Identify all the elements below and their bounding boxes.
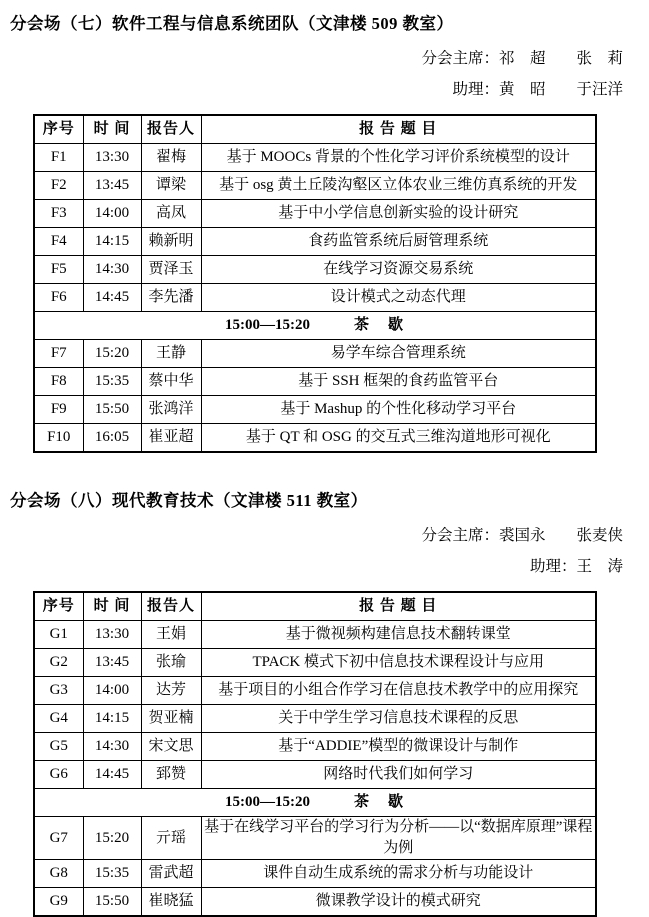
talk-title: 课件自动生成系统的需求分析与功能设计 xyxy=(201,860,596,888)
talk-title: 基于微视频构建信息技术翻转课堂 xyxy=(201,621,596,649)
talk-time: 15:50 xyxy=(83,396,141,424)
talk-speaker: 赖新明 xyxy=(141,228,201,256)
talk-id: F8 xyxy=(34,368,83,396)
talk-speaker: 雷武超 xyxy=(141,860,201,888)
talk-speaker: 蔡中华 xyxy=(141,368,201,396)
talk-title: 基于“ADDIE”模型的微课设计与制作 xyxy=(201,733,596,761)
talk-title: 网络时代我们如何学习 xyxy=(201,761,596,789)
talk-title: TPACK 模式下初中信息技术课程设计与应用 xyxy=(201,649,596,677)
talk-title: 易学车综合管理系统 xyxy=(201,340,596,368)
talk-row xyxy=(34,284,596,312)
talk-speaker: 贾泽玉 xyxy=(141,256,201,284)
talk-row xyxy=(34,228,596,256)
talk-row xyxy=(34,200,596,228)
talk-id: G9 xyxy=(34,888,83,917)
talk-id: G4 xyxy=(34,705,83,733)
talk-speaker: 亓瑶 xyxy=(141,817,201,860)
talk-id: G1 xyxy=(34,621,83,649)
break-time: 15:00—15:20 xyxy=(224,317,310,333)
talk-row xyxy=(34,144,596,172)
talk-id: G8 xyxy=(34,860,83,888)
talk-id: G5 xyxy=(34,733,83,761)
talk-title: 微课教学设计的模式研究 xyxy=(201,888,596,917)
talk-id: F5 xyxy=(34,256,83,284)
talk-time: 15:50 xyxy=(83,888,141,917)
talk-row xyxy=(34,733,596,761)
session-title: 分会场（七）软件工程与信息系统团队（文津楼 509 教室） xyxy=(10,14,454,33)
talk-time: 14:45 xyxy=(83,761,141,789)
talk-title: 基于 SSH 框架的食药监管平台 xyxy=(201,368,596,396)
talk-row xyxy=(34,677,596,705)
talk-time: 15:20 xyxy=(83,817,141,860)
talk-speaker: 高凤 xyxy=(141,200,201,228)
talk-id: F3 xyxy=(34,200,83,228)
talk-title: 在线学习资源交易系统 xyxy=(201,256,596,284)
talk-id: G3 xyxy=(34,677,83,705)
break-label: 茶 歇 xyxy=(353,317,405,333)
col-header-time: 时 间 xyxy=(83,592,141,621)
col-header-speaker: 报告人 xyxy=(141,115,201,144)
col-header-id: 序号 xyxy=(34,115,83,144)
talk-time: 14:00 xyxy=(83,677,141,705)
talk-speaker: 李先潘 xyxy=(141,284,201,312)
talk-id: F2 xyxy=(34,172,83,200)
talk-speaker: 谭梁 xyxy=(141,172,201,200)
talk-title: 基于中小学信息创新实验的设计研究 xyxy=(201,200,596,228)
talk-row xyxy=(34,649,596,677)
session-assistant-line: 助理：王 涛 xyxy=(529,558,623,575)
talk-title: 基于项目的小组合作学习在信息技术教学中的应用探究 xyxy=(201,677,596,705)
talk-speaker: 达芳 xyxy=(141,677,201,705)
talk-speaker: 张鸿洋 xyxy=(141,396,201,424)
break-cell xyxy=(34,789,596,817)
break-row xyxy=(34,789,596,817)
break-time: 15:00—15:20 xyxy=(224,794,310,810)
talk-time: 16:05 xyxy=(83,424,141,453)
talk-title: 基于 Mashup 的个性化移动学习平台 xyxy=(201,396,596,424)
session-schedule-table xyxy=(33,591,597,917)
talk-title: 设计模式之动态代理 xyxy=(201,284,596,312)
talk-title: 基于在线学习平台的学习行为分析——以“数据库原理”课程为例 xyxy=(201,817,596,860)
talk-id: F6 xyxy=(34,284,83,312)
talk-id: F1 xyxy=(34,144,83,172)
talk-time: 14:15 xyxy=(83,705,141,733)
talk-speaker: 贺亚楠 xyxy=(141,705,201,733)
talk-row xyxy=(34,172,596,200)
session-title: 分会场（八）现代教育技术（文津楼 511 教室） xyxy=(10,491,368,510)
talk-row xyxy=(34,817,596,860)
session-people xyxy=(0,43,649,105)
session-chair-line: 分会主席：祁 超 张 莉 xyxy=(421,50,623,67)
talk-row xyxy=(34,368,596,396)
talk-row xyxy=(34,860,596,888)
session-7-section xyxy=(0,13,649,453)
talk-speaker: 翟梅 xyxy=(141,144,201,172)
talk-time: 14:30 xyxy=(83,256,141,284)
talk-id: G7 xyxy=(34,817,83,860)
talk-id: F4 xyxy=(34,228,83,256)
col-header-id: 序号 xyxy=(34,592,83,621)
talk-speaker: 郅赞 xyxy=(141,761,201,789)
talk-row xyxy=(34,888,596,917)
talk-id: F7 xyxy=(34,340,83,368)
table-header-row xyxy=(34,115,596,144)
talk-time: 13:30 xyxy=(83,144,141,172)
talk-title: 食药监管系统后厨管理系统 xyxy=(201,228,596,256)
talk-row xyxy=(34,705,596,733)
talk-title: 基于 MOOCs 背景的个性化学习评价系统模型的设计 xyxy=(201,144,596,172)
talk-time: 15:35 xyxy=(83,368,141,396)
talk-speaker: 张瑜 xyxy=(141,649,201,677)
session-schedule-table xyxy=(33,114,597,453)
talk-title: 基于 osg 黄土丘陵沟壑区立体农业三维仿真系统的开发 xyxy=(201,172,596,200)
break-label: 茶 歇 xyxy=(353,794,405,810)
session-people xyxy=(0,520,649,582)
talk-row xyxy=(34,424,596,453)
talk-speaker: 崔晓猛 xyxy=(141,888,201,917)
talk-time: 15:35 xyxy=(83,860,141,888)
talk-row xyxy=(34,621,596,649)
talk-speaker: 崔亚超 xyxy=(141,424,201,453)
talk-id: F10 xyxy=(34,424,83,453)
talk-time: 14:00 xyxy=(83,200,141,228)
col-header-time: 时 间 xyxy=(83,115,141,144)
col-header-speaker: 报告人 xyxy=(141,592,201,621)
talk-time: 14:30 xyxy=(83,733,141,761)
talk-id: G2 xyxy=(34,649,83,677)
session-assistant-line: 助理：黄 昭 于汪洋 xyxy=(452,81,623,98)
talk-speaker: 宋文思 xyxy=(141,733,201,761)
talk-id: F9 xyxy=(34,396,83,424)
talk-speaker: 王静 xyxy=(141,340,201,368)
talk-row xyxy=(34,340,596,368)
talk-time: 13:45 xyxy=(83,172,141,200)
talk-id: G6 xyxy=(34,761,83,789)
talk-time: 13:45 xyxy=(83,649,141,677)
session-8-section xyxy=(0,490,649,917)
talk-row xyxy=(34,761,596,789)
col-header-title: 报 告 题 目 xyxy=(201,592,596,621)
talk-time: 13:30 xyxy=(83,621,141,649)
talk-time: 14:45 xyxy=(83,284,141,312)
talk-title: 基于 QT 和 OSG 的交互式三维沟道地形可视化 xyxy=(201,424,596,453)
talk-row xyxy=(34,256,596,284)
col-header-title: 报 告 题 目 xyxy=(201,115,596,144)
table-header-row xyxy=(34,592,596,621)
talk-title: 关于中学生学习信息技术课程的反思 xyxy=(201,705,596,733)
session-chair-line: 分会主席：裘国永 张麦侠 xyxy=(421,527,623,544)
talk-row xyxy=(34,396,596,424)
break-row xyxy=(34,312,596,340)
talk-speaker: 王娟 xyxy=(141,621,201,649)
break-cell xyxy=(34,312,596,340)
talk-time: 15:20 xyxy=(83,340,141,368)
talk-time: 14:15 xyxy=(83,228,141,256)
